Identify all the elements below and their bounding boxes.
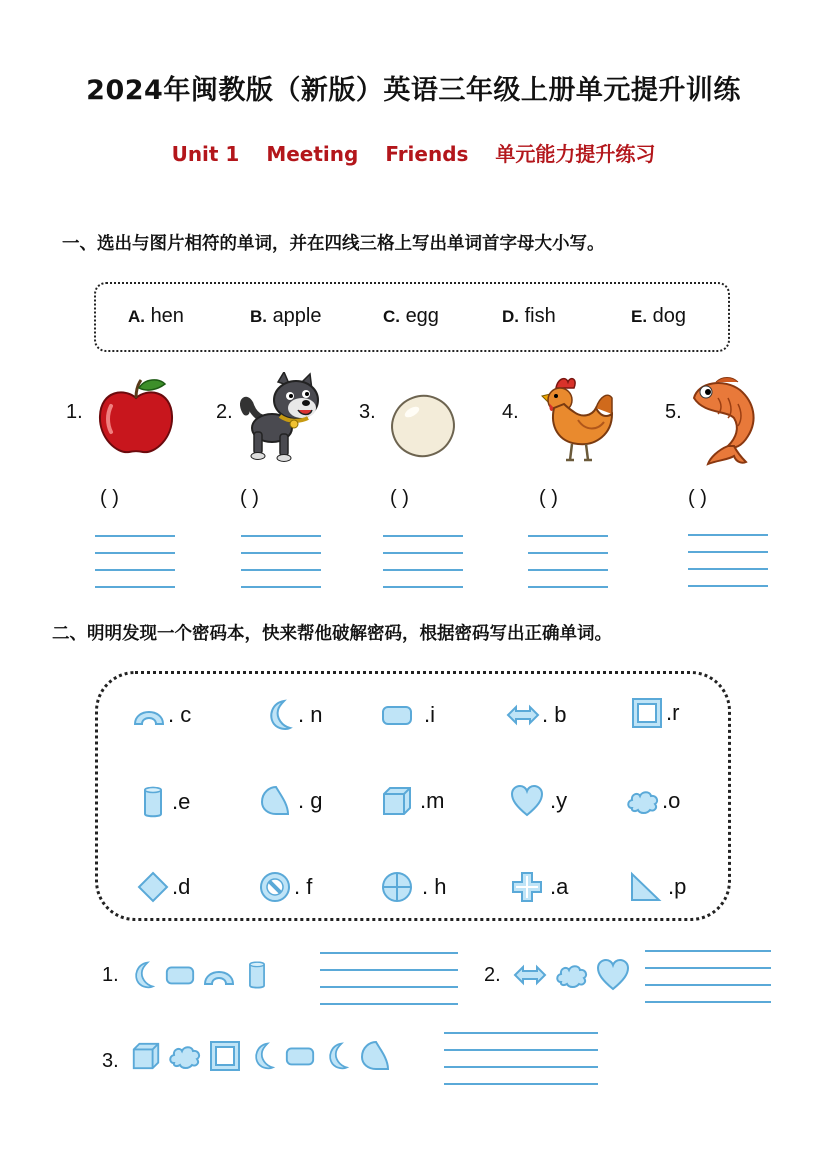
egg-icon <box>388 390 458 460</box>
heart-icon <box>510 784 544 818</box>
choice-letter: D. <box>502 307 519 326</box>
rounded-rect-icon <box>380 698 414 732</box>
code-sequence-2 <box>512 955 630 995</box>
answer-paren-1[interactable]: ( ) <box>100 487 119 509</box>
triangle-icon <box>628 870 662 904</box>
code-entry-y <box>510 784 567 818</box>
code-letter: . b <box>542 702 567 727</box>
crescent-icon <box>248 1039 278 1073</box>
unit-word-1: Meeting <box>266 142 359 166</box>
code-letter: .p <box>668 874 687 899</box>
picture-number-3: 3. <box>359 401 376 423</box>
unit-subtitle <box>0 138 827 167</box>
section1-heading: 一、选出与图片相符的单词，并在四线三格上写出单词首字母大小写。 <box>62 234 605 254</box>
cube-icon <box>380 784 414 818</box>
hen-icon <box>534 374 616 466</box>
code-letter: . g <box>298 788 323 813</box>
picture-number-1: 1. <box>66 401 83 423</box>
no-symbol-icon <box>258 870 292 904</box>
picture-number-5: 5. <box>665 401 682 423</box>
answer-lines-2[interactable] <box>645 950 771 1003</box>
writing-lines-3[interactable] <box>383 535 463 589</box>
choice-word: apple <box>272 305 322 327</box>
choice-letter: C. <box>383 307 400 326</box>
code-entry-e <box>136 783 190 821</box>
writing-lines-4[interactable] <box>528 535 608 589</box>
answer-paren-5[interactable]: ( ) <box>688 487 707 509</box>
code-letter: .o <box>662 788 681 813</box>
arch-icon <box>202 958 236 992</box>
code-entry-f <box>258 870 312 904</box>
choice-b <box>250 305 322 328</box>
code-entry-o <box>626 784 680 818</box>
choice-c <box>383 305 439 328</box>
choice-letter: E. <box>631 307 648 326</box>
code-entry-p <box>628 870 686 904</box>
choice-word: egg <box>405 305 439 327</box>
code-letter: .e <box>172 789 191 814</box>
code-entry-h <box>380 870 446 904</box>
fish-icon <box>688 376 768 466</box>
frame-icon <box>208 1039 242 1073</box>
code-letter: .a <box>550 874 569 899</box>
answer-lines-1[interactable] <box>320 952 458 1005</box>
code-letter: . n <box>298 702 323 727</box>
question-number-1: 1. <box>102 964 119 986</box>
code-letter: .i <box>424 702 435 727</box>
teardrop-icon <box>358 1038 392 1074</box>
crescent-icon <box>128 958 158 992</box>
choice-word: fish <box>524 305 556 327</box>
cross-circle-icon <box>380 870 414 904</box>
crescent-icon <box>322 1039 352 1073</box>
diamond-icon <box>136 870 170 904</box>
crescent-icon <box>262 698 296 732</box>
question-number-2: 2. <box>484 964 501 986</box>
choice-word: dog <box>652 305 686 327</box>
choice-word: hen <box>150 305 184 327</box>
code-entry-b <box>506 698 566 732</box>
choice-a <box>128 305 184 328</box>
plus-icon <box>510 870 544 904</box>
code-entry-d <box>136 870 190 904</box>
code-letter: . h <box>422 874 447 899</box>
code-letter: . f <box>294 874 313 899</box>
rounded-rect-icon <box>164 958 196 992</box>
apple-icon <box>95 376 177 456</box>
code-letter: .y <box>550 788 568 813</box>
cylinder-icon <box>136 783 170 821</box>
choice-letter: A. <box>128 307 145 326</box>
code-letter: .r <box>666 700 680 725</box>
unit-word-2: Friends <box>385 142 469 166</box>
heart-icon <box>596 955 630 995</box>
page-title: 2024年闽教版（新版）英语三年级上册单元提升训练 <box>86 75 741 106</box>
code-entry-i <box>380 698 435 732</box>
code-sequence-1 <box>128 955 272 995</box>
picture-number-4: 4. <box>502 401 519 423</box>
code-letter: . c <box>168 702 192 727</box>
answer-paren-4[interactable]: ( ) <box>539 487 558 509</box>
choice-d <box>502 305 556 328</box>
cloud-icon <box>554 958 590 992</box>
answer-paren-2[interactable]: ( ) <box>240 487 259 509</box>
writing-lines-1[interactable] <box>95 535 175 589</box>
unit-number: Unit 1 <box>171 142 240 166</box>
answer-paren-3[interactable]: ( ) <box>390 487 409 509</box>
picture-number-2: 2. <box>216 401 233 423</box>
unit-practice-label: 单元能力提升练习 <box>495 142 656 166</box>
writing-lines-5[interactable] <box>688 534 768 588</box>
code-entry-g <box>258 784 322 818</box>
choice-letter: B. <box>250 307 267 326</box>
code-entry-n <box>262 698 322 732</box>
writing-lines-2[interactable] <box>241 535 321 589</box>
code-letter: .d <box>172 874 191 899</box>
code-entry-r <box>630 696 679 730</box>
teardrop-icon <box>258 784 292 818</box>
code-letter: .m <box>420 788 445 813</box>
code-entry-m <box>380 784 444 818</box>
answer-lines-3[interactable] <box>444 1032 598 1085</box>
cylinder-icon <box>242 955 272 995</box>
arch-icon <box>132 698 166 732</box>
code-entry-c <box>132 698 191 732</box>
code-entry-a <box>510 870 568 904</box>
section2-heading: 二、明明发现一个密码本，快来帮他破解密码，根据密码写出正确单词。 <box>52 624 612 644</box>
code-sequence-3 <box>130 1038 392 1074</box>
double-arrow-icon <box>506 698 540 732</box>
choice-e <box>631 305 686 328</box>
cloud-icon <box>168 1039 202 1073</box>
rounded-rect-icon <box>284 1039 316 1073</box>
cube-icon <box>130 1039 162 1073</box>
cloud-icon <box>626 784 660 818</box>
frame-icon <box>630 696 664 730</box>
dog-icon <box>240 372 324 462</box>
question-number-3: 3. <box>102 1050 119 1072</box>
double-arrow-icon <box>512 958 548 992</box>
